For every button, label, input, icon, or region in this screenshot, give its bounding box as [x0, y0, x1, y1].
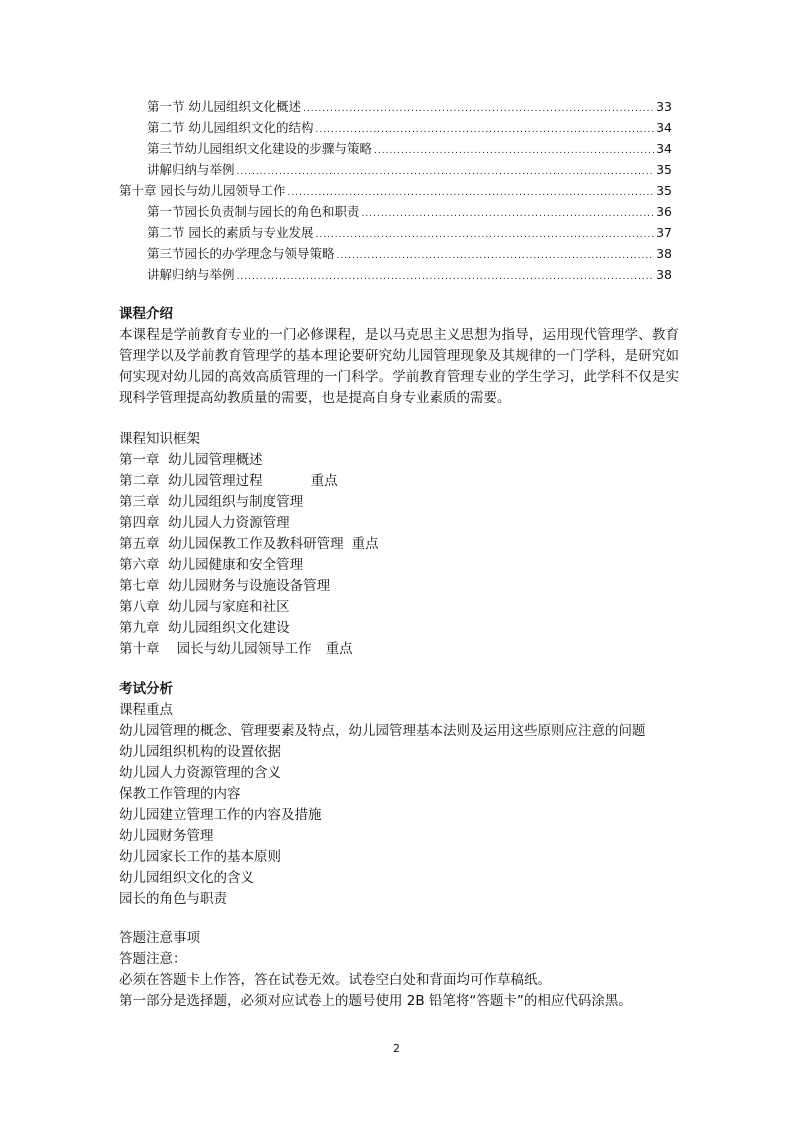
chapter-title: 第十章 园长与幼儿园领导工作	[119, 641, 312, 657]
key-point-item: 幼儿园家长工作的基本原则	[119, 849, 281, 865]
chapter-title: 第四章 幼儿园人力资源管理	[119, 515, 290, 531]
toc-leader-dots	[315, 225, 654, 246]
chapter-title: 第六章 幼儿园健康和安全管理	[119, 557, 304, 573]
toc-entry-page: 36	[656, 204, 672, 219]
chapter-title: 第三章 幼儿园组织与制度管理	[119, 494, 304, 510]
toc-entry	[119, 180, 672, 201]
chapter-item	[119, 471, 679, 492]
answer-notes-list	[119, 949, 679, 1012]
exam-analysis-heading: 考试分析	[119, 681, 173, 697]
chapter-item	[119, 492, 679, 513]
course-intro-section	[119, 304, 679, 409]
exam-analysis-section	[119, 679, 679, 910]
course-intro-body: 本课程是学前教育专业的一门必修课程，是以马克思主义思想为指导，运用现代管理学、教育管理学以及学前教育管理学的基本理论要研究幼儿园管理现象及其规律的一门学科，是研究如何实现对幼儿园的高效高质管理的一门科学。学前教育管理专业的学生学习，此学科不仅是实现科学管理提高幼教质量的需要，也是提高自身专业素质的需要。	[119, 327, 679, 406]
key-point-item: 幼儿园组织文化的含义	[119, 870, 254, 886]
key-point-marker: 重点	[325, 641, 353, 657]
answer-note-line: 必须在答题卡上作答，答在试卷无效。试卷空白处和背面均可作草稿纸。	[119, 972, 551, 988]
key-point-marker: 重点	[310, 473, 338, 489]
chapter-title: 第二章 幼儿园管理过程	[119, 473, 263, 489]
chapter-item	[119, 513, 679, 534]
chapter-item	[119, 534, 679, 555]
key-point-item: 幼儿园财务管理	[119, 828, 214, 844]
toc-entry-page: 33	[656, 99, 672, 114]
toc-entry	[119, 138, 672, 159]
answer-notes-section	[119, 928, 679, 1012]
toc-entry-title: 第三节幼儿园组织文化建设的步骤与策略	[147, 141, 373, 156]
chapter-title: 第一章 幼儿园管理概述	[119, 452, 263, 468]
toc-leader-dots	[237, 162, 655, 183]
toc-entry-page: 37	[656, 225, 672, 240]
key-points-subheading: 课程重点	[119, 702, 173, 718]
toc-entry-title: 讲解归纳与举例	[147, 267, 235, 282]
toc-entry-title: 第二节 幼儿园组织文化的结构	[147, 120, 314, 135]
chapter-list	[119, 450, 679, 660]
toc-entry-title: 第一节园长负责制与园长的角色和职责	[147, 204, 360, 219]
toc-leader-dots	[237, 267, 655, 288]
key-point-marker: 重点	[351, 536, 379, 552]
key-point-item: 幼儿园人力资源管理的含义	[119, 765, 281, 781]
toc-leader-dots	[362, 204, 655, 225]
knowledge-framework-heading: 课程知识框架	[119, 431, 200, 447]
page-number: 2	[393, 1042, 400, 1055]
toc-entry-title: 讲解归纳与举例	[147, 162, 235, 177]
toc-entry	[119, 96, 672, 117]
answer-note-line: 答题注意：	[119, 951, 187, 967]
answer-note-line: 第一部分是选择题，必须对应试卷上的题号使用 2B 铅笔将“答题卡”的相应代码涂黑。	[119, 993, 632, 1009]
key-point-item: 幼儿园组织机构的设置依据	[119, 744, 281, 760]
key-points-list	[119, 721, 679, 910]
toc-entry	[119, 117, 672, 138]
toc-entry-title: 第十章 园长与幼儿园领导工作	[119, 183, 286, 198]
chapter-item	[119, 618, 679, 639]
chapter-item	[119, 639, 679, 660]
toc-entry	[119, 201, 672, 222]
key-point-item: 幼儿园建立管理工作的内容及措施	[119, 807, 322, 823]
toc-entry-page: 38	[656, 267, 672, 282]
key-point-item: 园长的角色与职责	[119, 891, 227, 907]
toc-leader-dots	[337, 246, 655, 267]
course-intro-heading: 课程介绍	[119, 306, 173, 322]
chapter-item	[119, 555, 679, 576]
toc-entry-page: 34	[656, 141, 672, 156]
answer-notes-heading: 答题注意事项	[119, 930, 200, 946]
toc-entry	[119, 159, 672, 180]
key-point-item: 幼儿园管理的概念、管理要素及特点，幼儿园管理基本法则及运用这些原则应注意的问题	[119, 723, 646, 739]
knowledge-framework-section	[119, 429, 679, 660]
toc-entry-title: 第三节园长的办学理念与领导策略	[147, 246, 335, 261]
chapter-title: 第七章 幼儿园财务与设施设备管理	[119, 578, 331, 594]
toc-entry-page: 35	[656, 183, 672, 198]
chapter-title: 第八章 幼儿园与家庭和社区	[119, 599, 290, 615]
toc-leader-dots	[303, 99, 654, 120]
toc-entry-title: 第二节 园长的素质与专业发展	[147, 225, 314, 240]
toc-entry-page: 35	[656, 162, 672, 177]
key-point-item: 保教工作管理的内容	[119, 786, 241, 802]
chapter-item	[119, 450, 679, 471]
toc-entry-page: 38	[656, 246, 672, 261]
toc-entry-title: 第一节 幼儿园组织文化概述	[147, 99, 301, 114]
toc-entry	[119, 264, 672, 285]
toc-entry-page: 34	[656, 120, 672, 135]
toc-entry	[119, 222, 672, 243]
toc-entry	[119, 243, 672, 264]
chapter-item	[119, 597, 679, 618]
chapter-item	[119, 576, 679, 597]
chapter-title: 第五章 幼儿园保教工作及教科研管理	[119, 536, 344, 552]
table-of-contents	[119, 96, 672, 285]
toc-leader-dots	[374, 141, 654, 162]
chapter-title: 第九章 幼儿园组织文化建设	[119, 620, 290, 636]
